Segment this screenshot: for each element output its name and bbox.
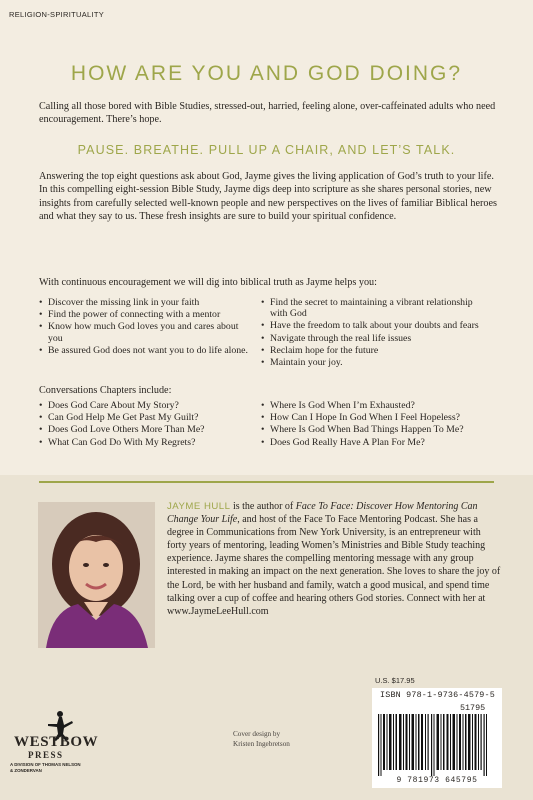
chapters-title: Conversations Chapters include: <box>39 385 172 396</box>
headline: HOW ARE YOU AND GOD DOING? <box>70 62 463 85</box>
publisher-name: WESTBOW <box>14 734 99 750</box>
helps-list-right <box>261 297 491 369</box>
author-bio <box>167 500 501 618</box>
list-item: • Where Is God When Bad Things Happen To Me? <box>261 424 507 435</box>
cover-credit <box>233 729 290 749</box>
barcode-bars <box>376 714 498 776</box>
credit-line: Cover design by <box>233 730 281 738</box>
bio-text-b: , and host of the Face To Face Mentoring Podcast. She has a degree in Communications from New York University, is an entrepreneur with forty years of mentoring, leading Women’s Ministries and Bible Study teaching experience. Jayme shares the compelling mentoring message with any group interested in making an impact on the next generation. She loves to share the joy of the Lord, be with her husband and family, watch a good musical, and spend time talking over a cup of coffee and hearing others God stories. Connect with her at www.JaymeLeeHull.com <box>167 514 501 617</box>
barcode <box>372 688 502 788</box>
isbn-text: ISBN 978-1-9736-4579-5 <box>380 690 495 700</box>
list-item: • Discover the missing link in your faith <box>39 297 249 308</box>
list-item: • Does God Care About My Story? <box>39 400 261 411</box>
credit-designer: Kristen Ingebretson <box>233 740 290 748</box>
helps-intro: With continuous encouragement we will dig into biblical truth as Jayme helps you: <box>39 277 377 288</box>
category-label: RELIGION-SPIRITUALITY <box>9 10 105 19</box>
list-item: • Reclaim hope for the future <box>261 345 491 356</box>
barcode-number: 9 781973 645795 <box>396 776 478 785</box>
list-item: • Find the secret to maintaining a vibrant relationship with God <box>261 297 491 319</box>
division-line: & ZONDERVAN <box>10 767 42 773</box>
author-name: JAYME HULL <box>167 501 231 512</box>
bio-text-a: is the author of <box>230 501 296 512</box>
publisher-division <box>10 762 120 773</box>
division-line: A DIVISION OF THOMAS NELSON <box>10 762 81 767</box>
author-photo <box>38 502 155 648</box>
chapters-list-right <box>261 400 507 449</box>
list-item: • Navigate through the real life issues <box>261 333 491 344</box>
list-item: • Be assured God does not want you to do life alone. <box>39 345 249 356</box>
list-item: • How Can I Hope In God When I Feel Hopeless? <box>261 412 507 423</box>
price-code: 51795 <box>460 703 486 713</box>
list-item: • Know how much God loves you and cares about you <box>39 321 249 343</box>
section-divider <box>39 481 494 483</box>
list-item: • What Can God Do With My Regrets? <box>39 437 261 448</box>
list-item: • Does God Love Others More Than Me? <box>39 424 261 435</box>
helps-list-left <box>39 297 249 357</box>
book-title: Face To Face: Discover How Mentoring Can Change Your Life <box>167 501 478 526</box>
list-item: • Find the power of connecting with a mentor <box>39 309 249 320</box>
intro-paragraph: Calling all those bored with Bible Studies, stressed-out, harried, feeling alone, over-caffeinated adults who need encouragement. There’s hope. <box>39 101 496 126</box>
publisher-press: PRESS <box>28 750 64 760</box>
list-item: • Where Is God When I’m Exhausted? <box>261 400 507 411</box>
list-item: • Does God Really Have A Plan For Me? <box>261 437 507 448</box>
chapters-list-left <box>39 400 261 449</box>
description-paragraph: Answering the top eight questions ask about God, Jayme gives the living application of God’s truth to your life. In this compelling eight-session Bible Study, Jayme digs deep into scripture as she shares personal stories, new insights from carefully selected well-known people and new perspectives on the lives of familiar Biblical heroes and what they say to us. These fresh insights are sure to build your spiritual confidence. <box>39 171 498 222</box>
subheadline: PAUSE. BREATHE. PULL UP A CHAIR, AND LET’S TALK. <box>77 143 456 157</box>
list-item: • Have the freedom to talk about your doubts and fears <box>261 320 491 331</box>
list-item: • Can God Help Me Get Past My Guilt? <box>39 412 261 423</box>
list-item: • Maintain your joy. <box>261 357 491 368</box>
price-label: U.S. $17.95 <box>375 676 415 685</box>
